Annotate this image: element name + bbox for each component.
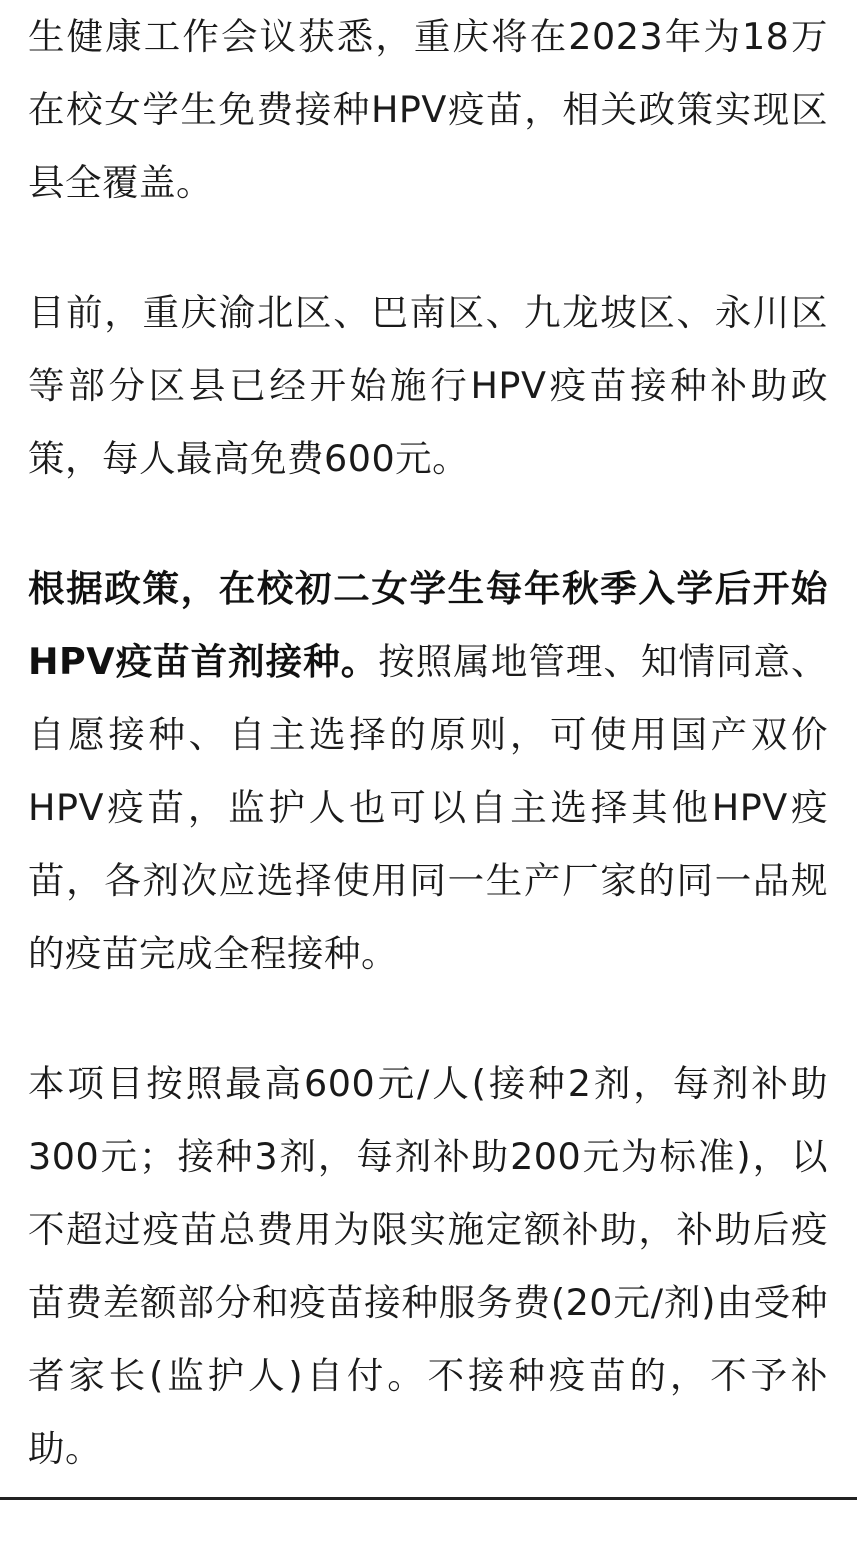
article-paragraph-4: [28, 1047, 828, 1485]
article-paragraph-1: [28, 0, 828, 219]
article-paragraph-2: [28, 276, 828, 495]
paragraph-3-text: 按照属地管理、知情同意、自愿接种、自主选择的原则，可使用国产双价HPV疫苗，监护人也可以自主选择其他HPV疫苗，各剂次应选择使用同一生产厂家的同一品规的疫苗完成全程接种。: [28, 640, 829, 975]
article-body: [28, 0, 828, 1542]
paragraph-2-text: 目前，重庆渝北区、巴南区、九龙坡区、永川区等部分区县已经开始施行HPV疫苗接种补助政策，每人最高免费600元。: [28, 291, 828, 480]
paragraph-4-text: 本项目按照最高600元/人(接种2剂，每剂补助300元；接种3剂，每剂补助200元为标准)，以不超过疫苗总费用为限实施定额补助，补助后疫苗费差额部分和疫苗接种服务费(20元/剂)由受种者家长(监护人)自付。不接种疫苗的，不予补助。: [28, 1062, 828, 1470]
article-paragraph-3: [28, 552, 828, 990]
paragraph-1-text: 生健康工作会议获悉，重庆将在2023年为18万在校女学生免费接种HPV疫苗，相关政策实现区县全覆盖。: [28, 15, 828, 204]
paragraph-3-bold-lead: 根据政策，在校初二女学生每年秋季入学后开始HPV疫苗首剂接种。: [28, 567, 828, 683]
